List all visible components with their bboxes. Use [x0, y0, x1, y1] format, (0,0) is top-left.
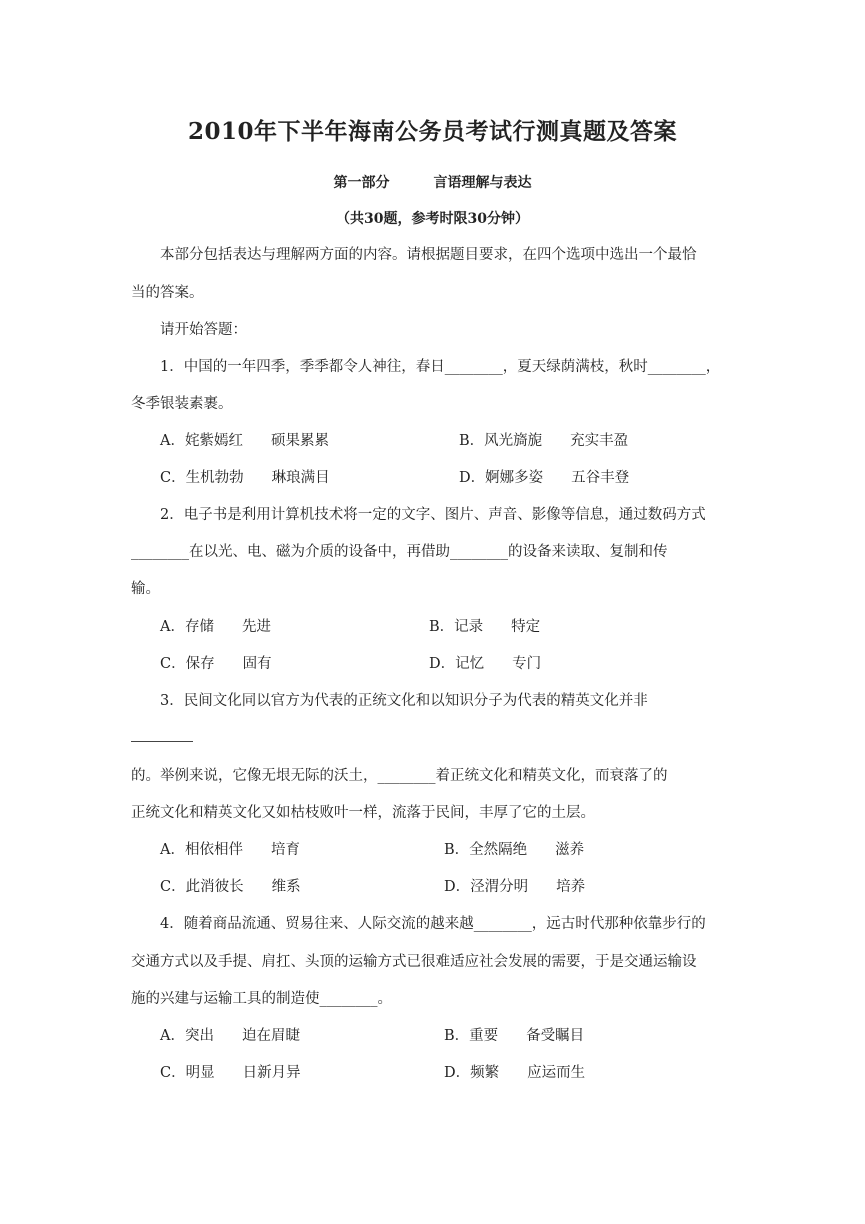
q2-line-3: 输。 [131, 581, 160, 597]
q4-line-1: 4．随着商品流通、贸易往来、人际交流的越来越________，远古时代那种依靠步行的 [160, 916, 706, 932]
q3-line-3: 正统文化和精英文化又如枯枝败叶一样，流落于民间，丰厚了它的土层。 [131, 805, 595, 821]
q4-option-c: C．明显 日新月异 [160, 1065, 301, 1081]
q3-option-c: C．此消彼长 维系 [160, 879, 301, 895]
q4-option-d: D．频繁 应运而生 [444, 1065, 586, 1081]
q3-blank-line [131, 740, 193, 742]
section-heading [0, 172, 865, 192]
q3-option-a: A．相依相伴 培育 [160, 842, 300, 858]
document-title: 2010年下半年海南公务员考试行测真题及答案 [187, 118, 677, 145]
q2-line-1: 2．电子书是利用计算机技术将一定的文字、图片、声音、影像等信息，通过数码方式 [160, 507, 706, 523]
q2-option-c: C．保存 固有 [160, 656, 272, 672]
q3-line-2: 的。举例来说，它像无垠无际的沃土，________着正统文化和精英文化，而衰落了的 [131, 768, 668, 784]
q1-line-2: 冬季银装素裹。 [131, 396, 233, 412]
q4-option-b: B．重要 备受瞩目 [444, 1028, 585, 1044]
q1-option-c: C．生机勃勃 琳琅满目 [160, 470, 330, 486]
q2-option-b: B．记录 特定 [429, 619, 541, 635]
q3-option-b: B．全然隔绝 滋养 [444, 842, 585, 858]
q1-line-1: 1．中国的一年四季，季季都令人神往，春日________，夏天绿荫满枝，秋时________， [160, 359, 721, 375]
q3-option-d: D．泾渭分明 培养 [444, 879, 586, 895]
q1-option-a: A．姹紫嫣红 硕果累累 [160, 433, 329, 449]
q4-line-2: 交通方式以及手提、肩扛、头顶的运输方式已很难适应社会发展的需要，于是交通运输设 [131, 954, 697, 970]
q4-option-a: A．突出 迫在眉睫 [160, 1028, 300, 1044]
q2-line-2: ________在以光、电、磁为介质的设备中，再借助________的设备来读取、复制和传 [131, 544, 668, 560]
q2-option-a: A．存储 先进 [160, 619, 271, 635]
section-note: （共30题，参考时限30分钟） [336, 211, 529, 227]
section-part: 第一部分 [333, 175, 390, 191]
section-name: 言语理解与表达 [433, 175, 532, 191]
q3-line-1: 3．民间文化同以官方为代表的正统文化和以知识分子为代表的精英文化并非 [160, 693, 648, 709]
q1-option-d: D．婀娜多姿 五谷丰登 [459, 470, 630, 486]
q1-option-b: B．风光旖旎 充实丰盈 [459, 433, 629, 449]
q2-option-d: D．记忆 专门 [429, 656, 542, 672]
intro-line-1: 本部分包括表达与理解两方面的内容。请根据题目要求，在四个选项中选出一个最恰 [160, 247, 697, 263]
intro-line-2: 当的答案。 [131, 285, 204, 301]
start-prompt: 请开始答题： [160, 322, 247, 338]
q4-line-3: 施的兴建与运输工具的制造使________。 [131, 991, 392, 1007]
